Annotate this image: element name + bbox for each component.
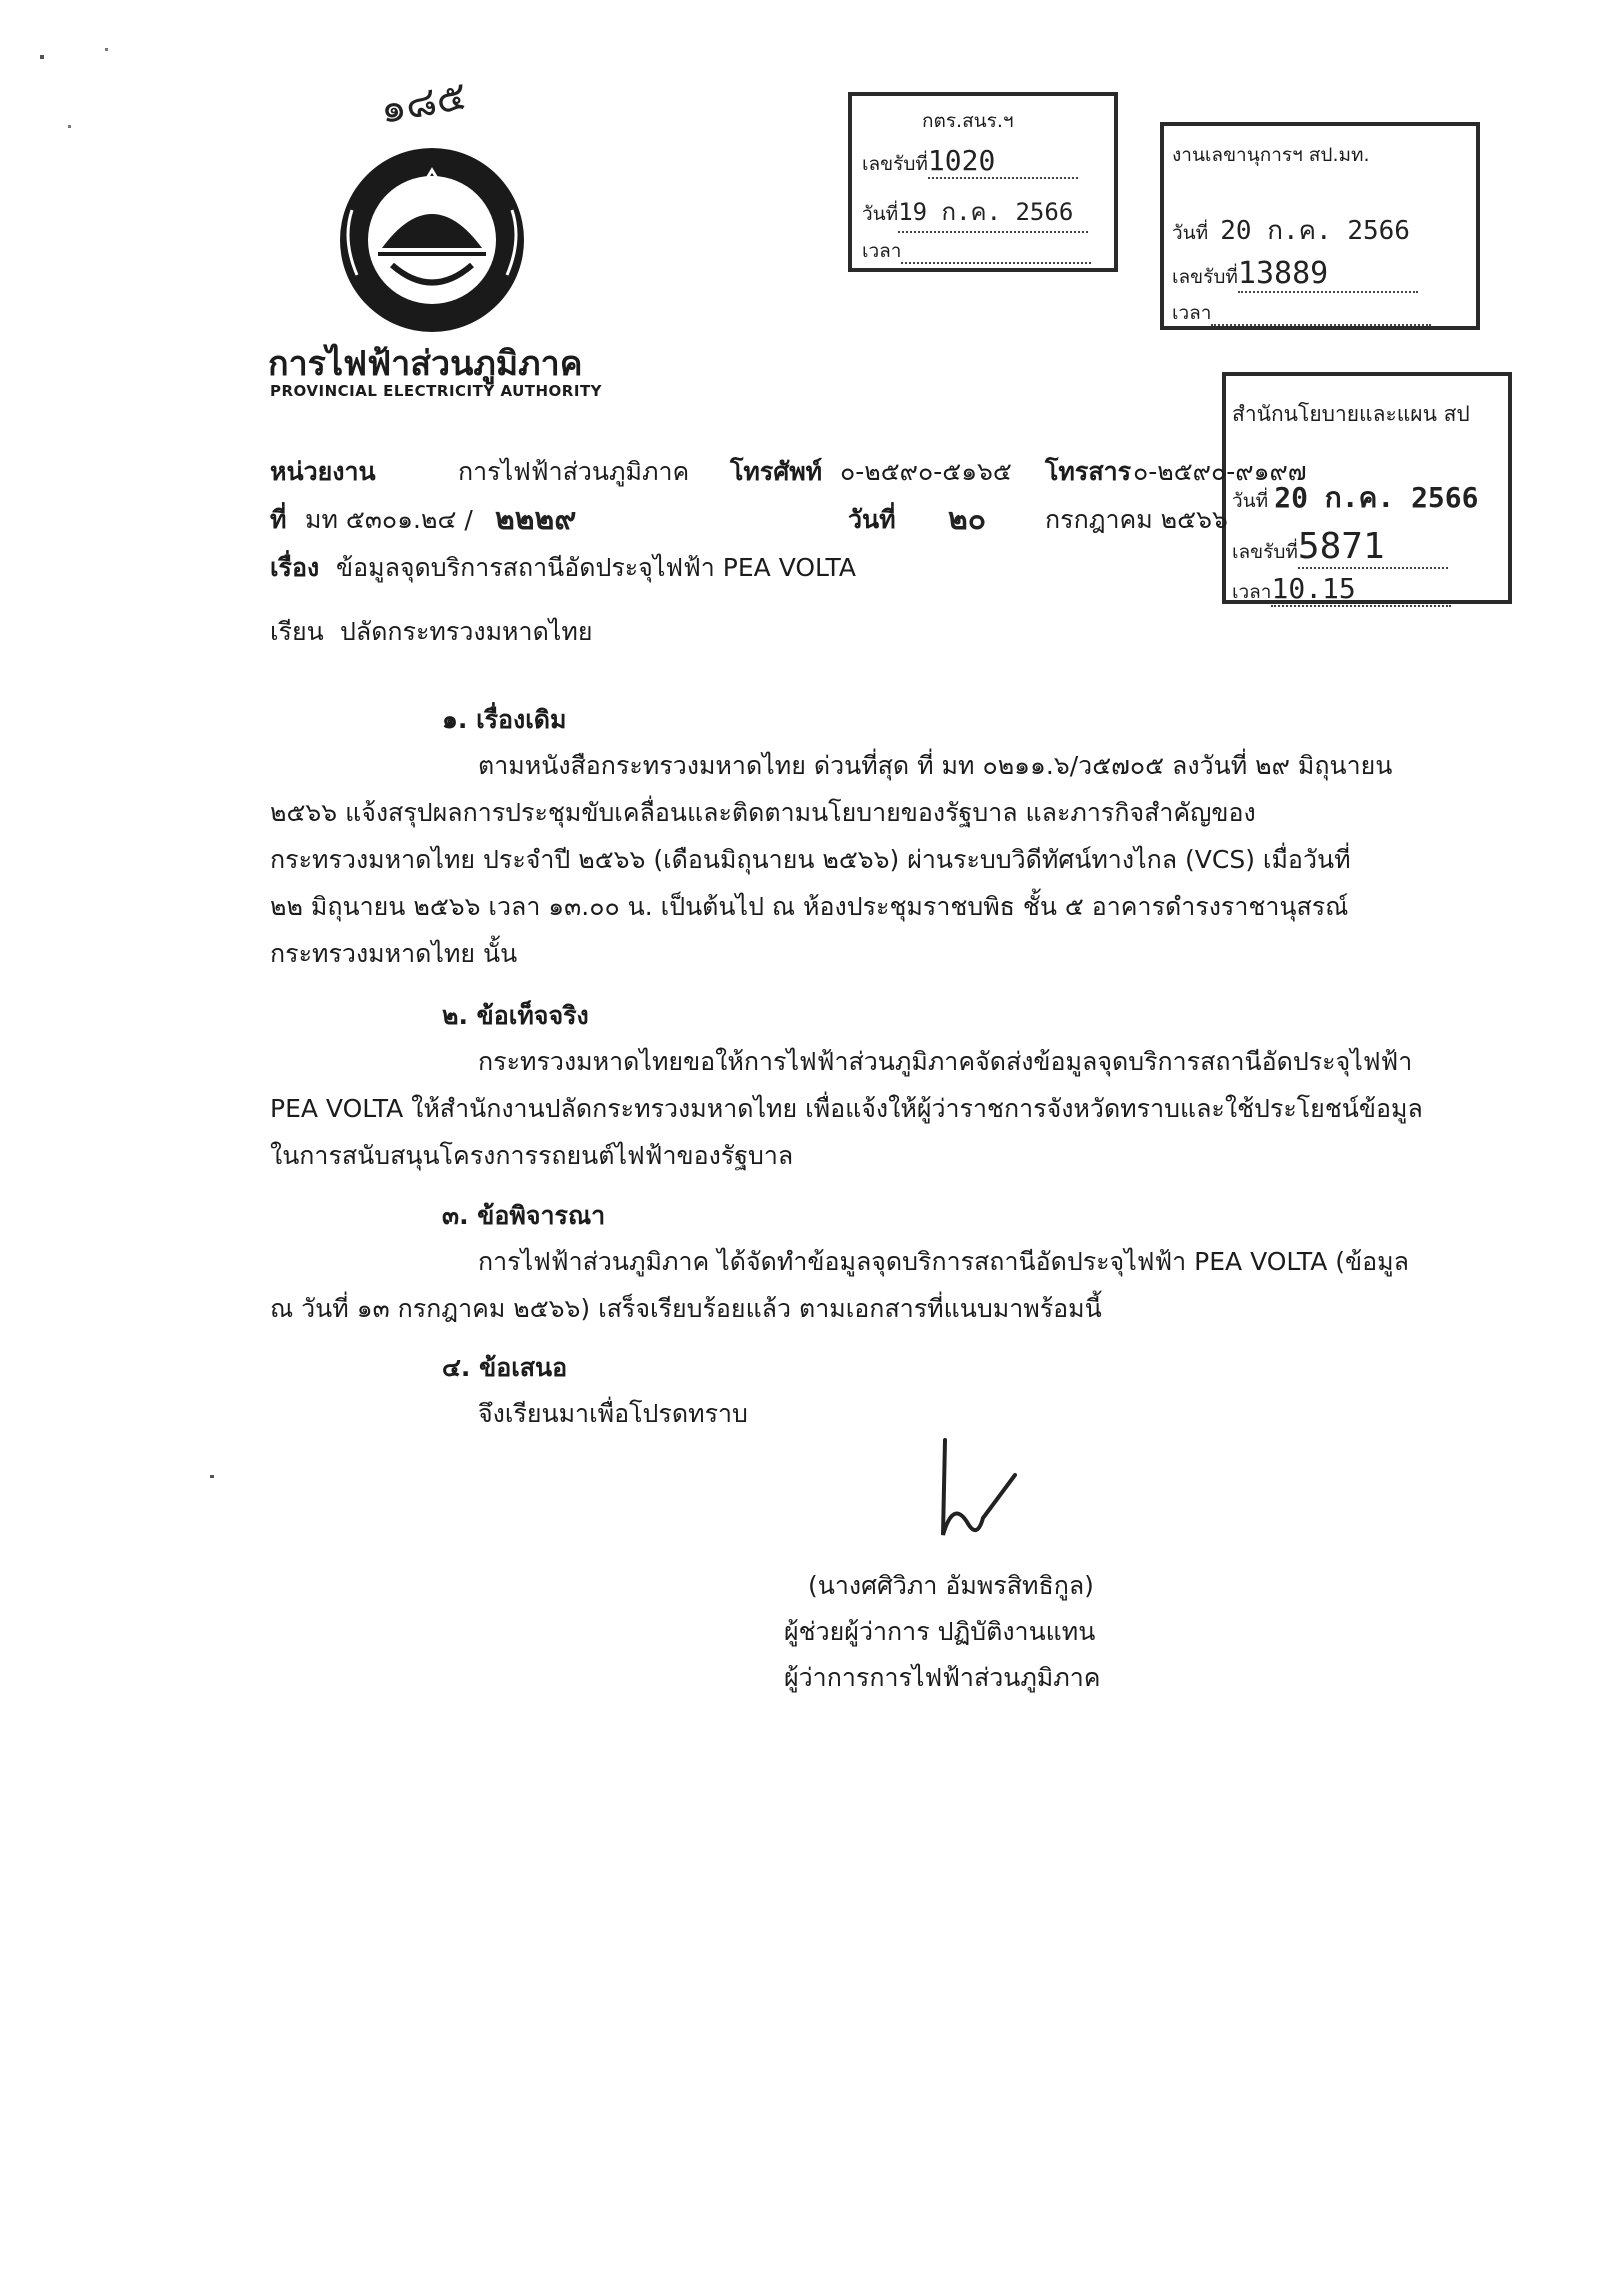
ref-label: ที่ [270,505,287,534]
signatory-position-2: ผู้ว่าการการไฟฟ้าส่วนภูมิภาค [784,1663,1101,1692]
stamp-time-label: เวลา [1172,302,1212,324]
stamp-recv-no: 5871 [1298,526,1448,569]
dept-label: หน่วยงาน [270,457,376,486]
section-body [270,1238,1420,1332]
body-line: PEA VOLTA ให้สำนักงานปลัดกระทรวงมหาดไทย เพื่อแจ้งให้ผู้ว่าราชการจังหวัดทราบและใช้ประโยชน์ข้อมูล [270,1094,1423,1123]
section-body [270,1038,1423,1179]
body-line: กระทรวงมหาดไทย ประจำปี ๒๕๖๖ (เดือนมิถุนายน ๒๕๖๖) ผ่านระบบวิดีทัศน์ทางไกล (VCS) เมื่อวันที่ [270,845,1351,874]
stamp-recv-no: 13889 [1238,256,1418,293]
pea-logo [332,140,532,340]
to-label: เรียน [270,617,324,646]
scan-mark [40,55,44,59]
body-line: ณ วันที่ ๑๓ กรกฎาคม ๒๕๖๖) เสร็จเรียบร้อยแล้ว ตามเอกสารที่แนบมาพร้อมนี้ [270,1294,1102,1323]
stamp-date-row [862,192,1088,233]
to-value: ปลัดกระทรวงมหาดไทย [340,617,593,646]
subject-label: เรื่อง [270,553,320,582]
stamp-recv-label: เลขรับที่ [862,153,928,175]
date-day: ๒๐ [948,502,987,537]
subject-value: ข้อมูลจุดบริการสถานีอัดประจุไฟฟ้า PEA VOLTA [336,553,856,582]
receipt-stamp-1 [848,92,1118,272]
scan-mark [105,48,108,51]
stamp-time-row [1172,298,1431,328]
stamp-recv-label: เลขรับที่ [1232,541,1298,563]
stamp-recv-row [1172,256,1418,293]
body-line: กระทรวงมหาดไทยขอให้การไฟฟ้าส่วนภูมิภาคจัดส่งข้อมูลจุดบริการสถานีอัดประจุไฟฟ้า [478,1047,1413,1076]
stamp-recv-no: 1020 [928,144,1078,179]
fax-label: โทรสาร [1045,457,1132,486]
section-heading: ๓. ข้อพิจารณา [442,1201,606,1230]
org-name-th: การไฟฟ้าส่วนภูมิภาค [268,344,583,384]
section-body [270,1390,1420,1437]
body-line: จึงเรียนมาเพื่อโปรดทราบ [478,1399,748,1428]
scan-mark [210,1475,214,1478]
ref-number: ๒๒๒๙ [495,502,577,537]
body-line: กระทรวงมหาดไทย นั้น [270,939,518,968]
stamp-title: งานเลขานุการฯ สป.มท. [1172,144,1370,166]
stamp-date-label: วันที่ [1232,490,1269,512]
phone-value: ๐-๒๕๙๐-๕๑๖๕ [840,457,1012,486]
fax-value: ๐-๒๕๙๐-๙๑๙๗ [1133,457,1307,486]
org-name-en: PROVINCIAL ELECTRICITY AUTHORITY [270,382,603,400]
phone-label: โทรศัพท์ [730,457,823,486]
date-label: วันที่ [848,505,896,534]
stamp-recv-row [862,144,1078,179]
signatory-position-1: ผู้ช่วยผู้ว่าการ ปฏิบัติงานแทน [784,1617,1096,1646]
stamp-title: สำนักนโยบายและแผน สป [1232,402,1470,426]
stamp-time-row [1232,572,1451,607]
signatory-name: (นางศศิวิภา อัมพรสิทธิกูล) [808,1571,1094,1600]
stamp-time-row [862,236,1091,266]
stamp-time: 10.15 [1271,572,1451,607]
stamp-date-label: วันที่ [862,203,899,225]
stamp-recv-row [1232,526,1448,569]
stamp-title: กตร.สนร.ฯ [922,110,1014,132]
stamp-date: 20 ก.ค. 2566 [1220,216,1410,246]
section-heading: ๒. ข้อเท็จจริง [442,1001,589,1030]
handwritten-signature [905,1430,1055,1560]
dept-value: การไฟฟ้าส่วนภูมิภาค [458,457,690,486]
stamp-time-label: เวลา [1232,581,1272,603]
section-heading: ๑. เรื่องเดิม [442,705,567,734]
body-line: ในการสนับสนุนโครงการรถยนต์ไฟฟ้าของรัฐบาล [270,1141,794,1170]
margin-note: ๑๘๕ [376,72,471,134]
stamp-date-label: วันที่ [1172,222,1209,244]
stamp-date: 19 ก.ค. 2566 [898,192,1088,233]
scan-mark [68,125,71,128]
stamp-date-row [1172,210,1410,251]
body-line: ตามหนังสือกระทรวงมหาดไทย ด่วนที่สุด ที่ มท ๐๒๑๑.๖/ว๕๗๐๕ ลงวันที่ ๒๙ มิถุนายน [478,751,1393,780]
body-line: ๒๕๖๖ แจ้งสรุปผลการประชุมขับเคลื่อนและติดตามนโยบายของรัฐบาล และภารกิจสำคัญของ [270,798,1256,827]
body-line: ๒๒ มิถุนายน ๒๕๖๖ เวลา ๑๓.๐๐ น. เป็นต้นไป ณ ห้องประชุมราชบพิธ ชั้น ๕ อาคารดำรงราชานุสรณ์ [270,892,1349,921]
stamp-time-label: เวลา [862,240,902,262]
date-rest: กรกฎาคม ๒๕๖๖ [1045,505,1228,534]
section-body [270,742,1420,977]
section-heading: ๔. ข้อเสนอ [442,1353,568,1382]
stamp-recv-label: เลขรับที่ [1172,266,1238,288]
body-line: การไฟฟ้าส่วนภูมิภาค ได้จัดทำข้อมูลจุดบริการสถานีอัดประจุไฟฟ้า PEA VOLTA (ข้อมูล [478,1247,1409,1276]
ref-value: มท ๕๓๐๑.๒๔ / [305,505,473,534]
stamp-date: 20 ก.ค. 2566 [1274,481,1479,514]
receipt-stamp-2 [1160,122,1480,330]
pea-logo-icon [332,140,532,340]
